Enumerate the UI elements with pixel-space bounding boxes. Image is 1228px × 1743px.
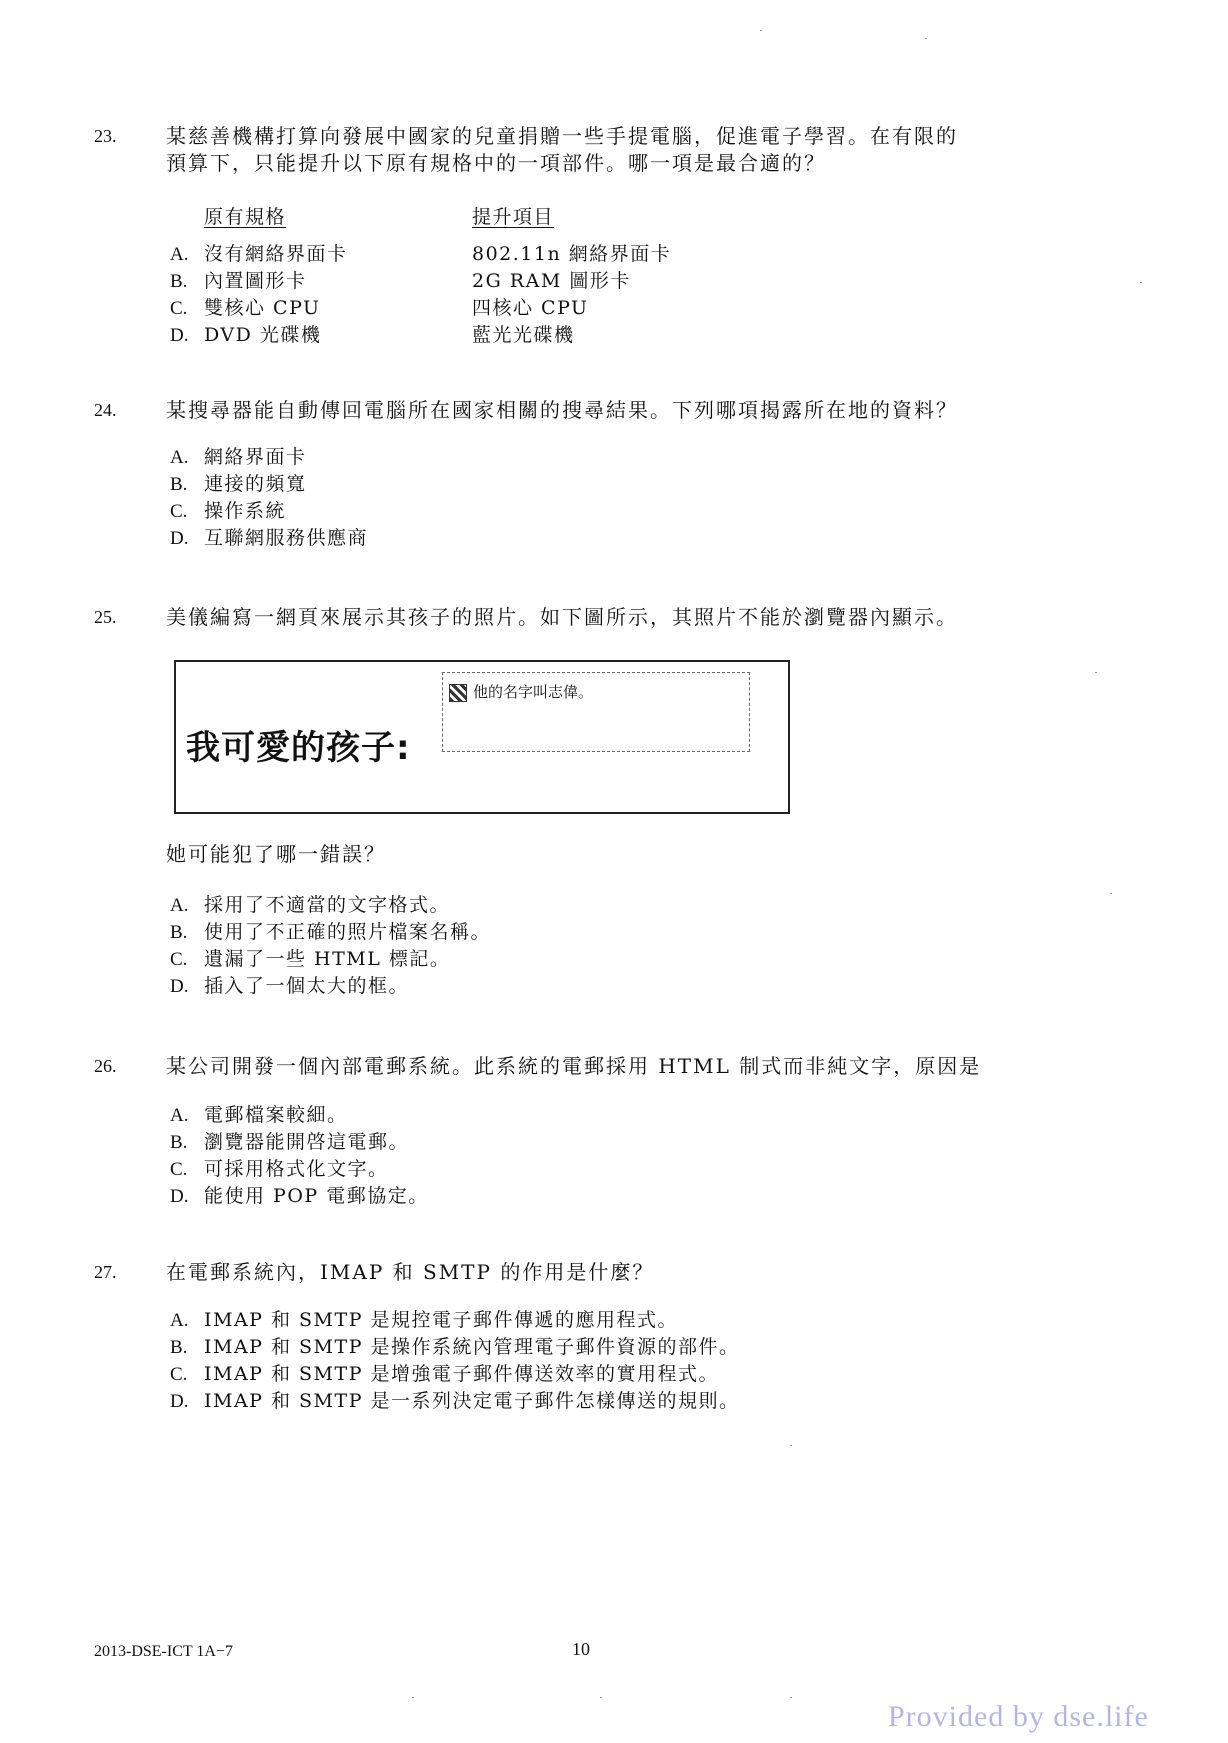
scan-speck [925,38,927,39]
scan-speck [1110,893,1112,894]
scan-speck [1095,672,1097,673]
scan-speck [790,1445,792,1446]
scan-speck [600,1697,602,1698]
upgrade-item: 2G RAM 圖形卡 [472,270,631,292]
spec-row-a [170,241,672,268]
scan-speck [412,1697,414,1698]
question-number: 27. [94,1262,117,1282]
followup-question: 她可能犯了哪一錯誤？ [166,842,386,866]
option-b: B. 使用了不正確的照片檔案名稱。 [170,921,492,943]
option-c: C. 可採用格式化文字。 [170,1158,389,1180]
option-a: A. 採用了不適當的文字格式。 [170,894,451,916]
options-list [170,444,368,552]
question-stem: 美儀編寫一網頁來展示其孩子的照片。如下圖所示，其照片不能於瀏覽器內顯示。 [166,605,958,629]
original-spec: DVD 光碟機 [204,324,322,346]
spec-row-d [170,322,575,349]
spec-row-b [170,268,631,295]
option-c: C. 操作系統 [170,500,287,522]
stem-line: 預算下，只能提升以下原有規格中的一項部件。哪一項是最合適的？ [166,151,826,175]
option-b: B. 瀏覽器能開啓這電郵。 [170,1131,410,1153]
page-number: 10 [572,1639,590,1659]
option-label: B. [170,271,188,292]
question-stem: 在電郵系統內，IMAP 和 SMTP 的作用是什麼？ [166,1260,655,1284]
upgrade-item: 藍光光碟機 [472,324,575,346]
option-d: D. IMAP 和 SMTP 是一系列決定電子郵件怎樣傳送的規則。 [170,1390,740,1412]
question-stem: 某公司開發一個內部電郵系統。此系統的電郵採用 HTML 制式而非純文字，原因是 [166,1054,982,1078]
spec-row-c [170,295,589,322]
question-number: 23. [94,126,117,146]
options-list [170,892,491,1000]
option-d: D. 互聯網服務供應商 [170,527,369,549]
question-stem [166,123,1086,177]
option-label: D. [170,325,189,346]
upgrade-item: 四核心 CPU [472,297,589,319]
broken-image-frame [442,672,750,752]
question-number: 26. [94,1056,117,1076]
option-a: A. 網絡界面卡 [170,446,307,468]
original-spec: 雙核心 CPU [204,297,321,319]
option-a: A. 電郵檔案較細。 [170,1104,348,1126]
watermark: Provided by dse.life [888,1700,1149,1733]
image-alt-text: 他的名字叫志偉。 [473,683,594,701]
figure-heading: 我可愛的孩子: [186,728,411,768]
question-number: 24. [94,400,117,420]
header-upgrade: 提升項目 [472,206,555,228]
scan-speck [1140,282,1142,283]
option-c: C. 遺漏了一些 HTML 標記。 [170,948,451,970]
scan-speck [790,1697,792,1698]
browser-screenshot-figure [174,660,790,814]
option-label: C. [170,298,188,319]
option-b: B. 連接的頻寬 [170,473,307,495]
options-list [170,1102,429,1210]
scan-speck [760,30,762,31]
option-a: A. IMAP 和 SMTP 是規控電子郵件傳遞的應用程式。 [170,1309,679,1331]
option-c: C. IMAP 和 SMTP 是增強電子郵件傳送效率的實用程式。 [170,1363,720,1385]
option-b: B. IMAP 和 SMTP 是操作系統內管理電子郵件資源的部件。 [170,1336,740,1358]
upgrade-item: 802.11n 網絡界面卡 [472,243,672,265]
option-d: D. 插入了一個太大的框。 [170,975,410,997]
broken-image-icon [449,684,467,702]
question-number: 25. [94,607,117,627]
option-d: D. 能使用 POP 電郵協定。 [170,1185,429,1207]
stem-line: 某慈善機構打算向發展中國家的兒童捐贈一些手提電腦，促進電子學習。在有限的 [166,124,958,148]
question-stem: 某搜尋器能自動傳回電腦所在國家相關的搜尋結果。下列哪項揭露所在地的資料？ [166,398,958,422]
option-label: A. [170,244,189,265]
header-original: 原有規格 [204,206,287,228]
original-spec: 內置圖形卡 [204,270,307,292]
options-list [170,1307,740,1415]
exam-code: 2013-DSE-ICT 1A−7 [94,1643,233,1660]
spec-table [170,204,672,349]
original-spec: 沒有網絡界面卡 [204,243,348,265]
